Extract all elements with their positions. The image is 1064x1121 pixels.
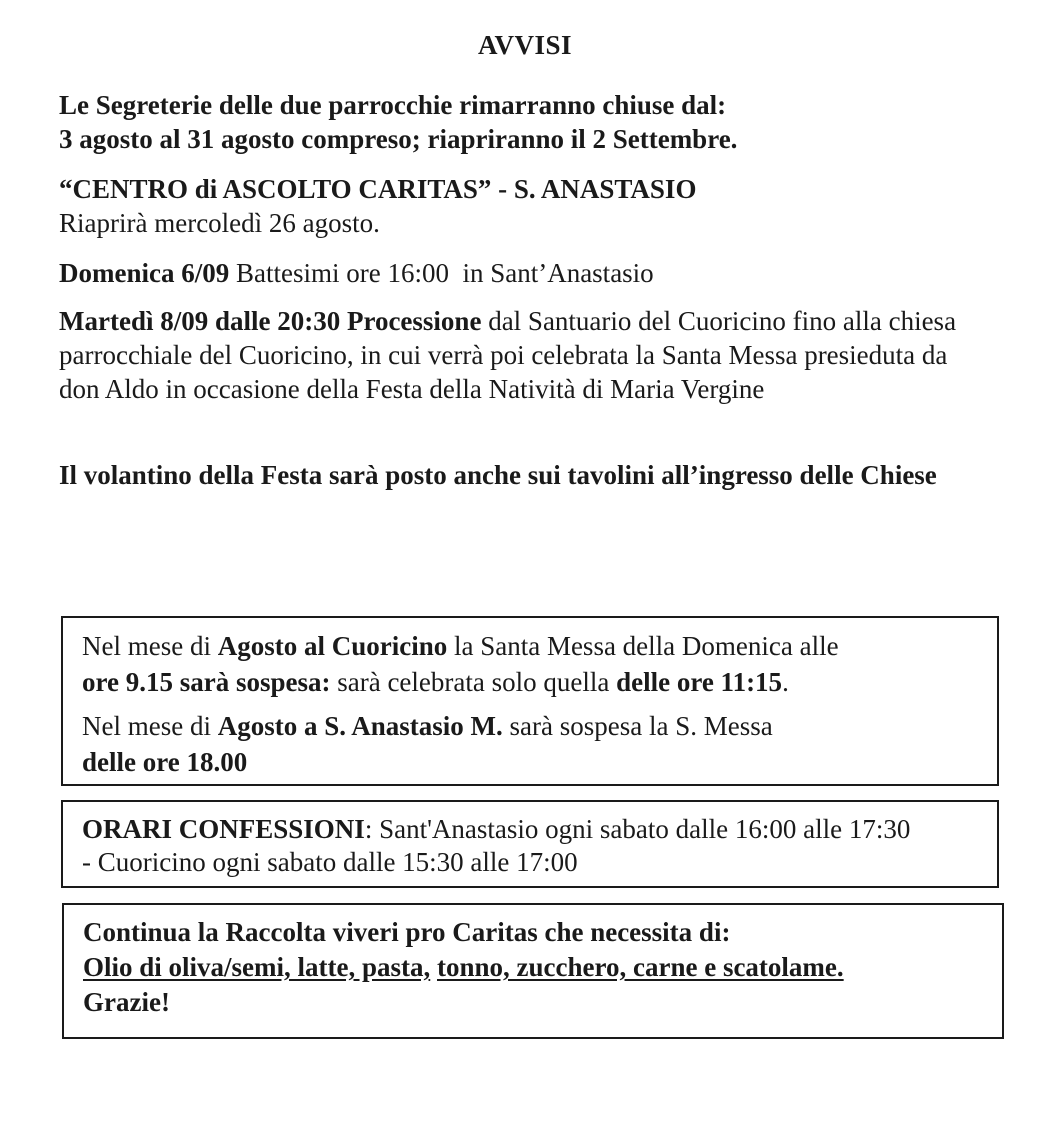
closure-line-2: 3 agosto al 31 agosto compreso; riapriranno il 2 Settembre. (59, 124, 738, 154)
text-span: Nel mese di (82, 631, 218, 661)
baptism-notice (59, 256, 989, 290)
august-cuoricino-text (82, 628, 987, 700)
confessions-box (61, 800, 999, 888)
august-cuoricino-line-1 (82, 628, 987, 664)
caritas-listening-center-notice (59, 172, 989, 240)
food-items-1: Olio di oliva/semi, latte, pasta, (83, 952, 431, 982)
flyer-text: Il volantino della Festa sarà posto anche sui tavolini all’ingresso delle Chiese (59, 460, 937, 490)
food-drive-line-1: Continua la Raccolta viveri pro Caritas che necessita di: (83, 917, 731, 947)
food-drive-thanks: Grazie! (83, 987, 170, 1017)
august-mass-box (61, 616, 999, 786)
procession-text: dal Santuario del Cuoricino fino alla chiesa parrocchiale del Cuoricino, in cui verrà poi celebrata la Santa Messa presieduta da don Aldo in occasione della Festa della Natività di Maria Vergine (59, 306, 957, 404)
text-span: delle ore 11:15 (616, 667, 783, 697)
text-span: sarà sospesa la S. Messa (502, 711, 773, 741)
procession-notice (59, 304, 989, 406)
august-anastasio-line-2: delle ore 18.00 (82, 747, 248, 777)
flyer-notice (59, 458, 989, 492)
text-span: ore 9.15 sarà sospesa: (82, 667, 331, 697)
confessions-label: ORARI CONFESSIONI (82, 814, 365, 844)
text-span: Agosto al Cuoricino (217, 631, 448, 661)
caritas-reopening-text: Riaprirà mercoledì 26 agosto. (59, 208, 380, 238)
august-anastasio-text (82, 708, 987, 780)
text-span: sarà celebrata solo quella (330, 667, 617, 697)
caritas-food-drive-box (62, 903, 1004, 1039)
food-items-2: tonno, zucchero, carne e scatolame. (437, 952, 844, 982)
secretary-closure-notice (59, 88, 989, 156)
caritas-heading: “CENTRO di ASCOLTO CARITAS” - S. ANASTASIO (59, 174, 697, 204)
baptism-text: Battesimi ore 16:00 in Sant’Anastasio (229, 258, 654, 288)
procession-date: Martedì 8/09 dalle 20:30 Processione (59, 306, 482, 336)
text-span: . (782, 667, 789, 697)
baptism-date: Domenica 6/09 (59, 258, 230, 288)
food-drive-line-2 (83, 950, 992, 985)
august-cuoricino-line-2 (82, 664, 987, 700)
text-span: : Sant'Anastasio ogni sabato dalle 16:00 alle 17:30 (364, 814, 911, 844)
august-anastasio-line-1 (82, 708, 987, 744)
confessions-text (82, 813, 987, 879)
closure-line-1: Le Segreterie delle due parrocchie rimarranno chiuse dal: (59, 90, 727, 120)
text-span: la Santa Messa della Domenica alle (447, 631, 839, 661)
food-drive-text (83, 915, 992, 1020)
confessions-line-1 (82, 813, 987, 846)
text-span: Agosto a S. Anastasio M. (217, 711, 503, 741)
confessions-line-2: - Cuoricino ogni sabato dalle 15:30 alle 17:00 (82, 847, 578, 877)
page-title: AVVISI (477, 30, 573, 60)
text-span: Nel mese di (82, 711, 218, 741)
